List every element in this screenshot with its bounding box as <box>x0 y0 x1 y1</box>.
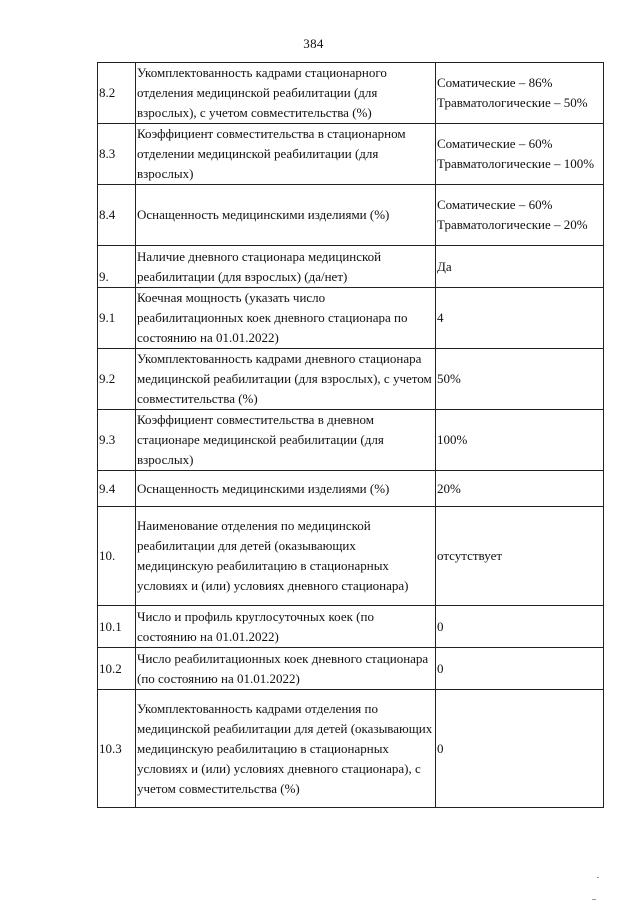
row-number: 8.4 <box>98 185 136 246</box>
row-description: Коэффициент совместительства в дневном стационаре медицинской реабилитации (для взрослых) <box>136 410 436 471</box>
row-description: Укомплектованность кадрами стационарного отделения медицинской реабилитации (для взрослых), с учетом совместительства (%) <box>136 63 436 124</box>
table-row <box>98 288 604 349</box>
row-description: Укомплектованность кадрами дневного стационара медицинской реабилитации (для взрослых), с учетом совместительства (%) <box>136 349 436 410</box>
row-value: 100% <box>436 410 604 471</box>
table-row <box>98 246 604 288</box>
row-description: Укомплектованность кадрами отделения по медицинской реабилитации для детей (оказывающих медицинскую реабилитацию в стационарных условиях и (или) условиях дневного стационара), с учетом совместительства (%) <box>136 690 436 808</box>
table-row <box>98 507 604 606</box>
row-number: 10.1 <box>98 606 136 648</box>
row-description: Наименование отделения по медицинской реабилитации для детей (оказывающих медицинскую реабилитацию в стационарных условиях и (или) условиях дневного стационара) <box>136 507 436 606</box>
table-row <box>98 606 604 648</box>
row-description: Наличие дневного стационара медицинской реабилитации (для взрослых) (да/нет) <box>136 246 436 288</box>
row-value: 0 <box>436 606 604 648</box>
row-number: 9.1 <box>98 288 136 349</box>
row-value: 0 <box>436 690 604 808</box>
row-value: Соматические – 60% Травматологические – 100% <box>436 124 604 185</box>
row-number: 9.2 <box>98 349 136 410</box>
table-row <box>98 471 604 507</box>
table-row <box>98 124 604 185</box>
row-value: отсутствует <box>436 507 604 606</box>
row-value: Соматические – 60% Травматологические – 20% <box>436 185 604 246</box>
row-value: Соматические – 86% Травматологические – 50% <box>436 63 604 124</box>
row-value: 20% <box>436 471 604 507</box>
row-description: Число реабилитационных коек дневного стационара (по состоянию на 01.01.2022) <box>136 648 436 690</box>
table-row <box>98 690 604 808</box>
row-number: 9.3 <box>98 410 136 471</box>
row-number: 10.2 <box>98 648 136 690</box>
scan-artifact <box>597 877 599 878</box>
row-value: 0 <box>436 648 604 690</box>
row-value: 50% <box>436 349 604 410</box>
row-number: 8.2 <box>98 63 136 124</box>
row-number: 9.4 <box>98 471 136 507</box>
document-table <box>97 62 604 808</box>
table-row <box>98 410 604 471</box>
table-row <box>98 185 604 246</box>
table-row <box>98 648 604 690</box>
row-number: 10.3 <box>98 690 136 808</box>
row-value: 4 <box>436 288 604 349</box>
table-row <box>98 63 604 124</box>
row-description: Коечная мощность (указать число реабилитационных коек дневного стационара по состоянию на 01.01.2022) <box>136 288 436 349</box>
row-description: Коэффициент совместительства в стационарном отделении медицинской реабилитации (для взрослых) <box>136 124 436 185</box>
row-value: Да <box>436 246 604 288</box>
row-number: 8.3 <box>98 124 136 185</box>
row-number: 9. <box>98 246 136 288</box>
row-description: Число и профиль круглосуточных коек (по состоянию на 01.01.2022) <box>136 606 436 648</box>
row-number: 10. <box>98 507 136 606</box>
scan-artifact <box>592 899 596 900</box>
row-description: Оснащенность медицинскими изделиями (%) <box>136 471 436 507</box>
page-number: 384 <box>303 36 324 51</box>
row-description: Оснащенность медицинскими изделиями (%) <box>136 185 436 246</box>
table-row <box>98 349 604 410</box>
